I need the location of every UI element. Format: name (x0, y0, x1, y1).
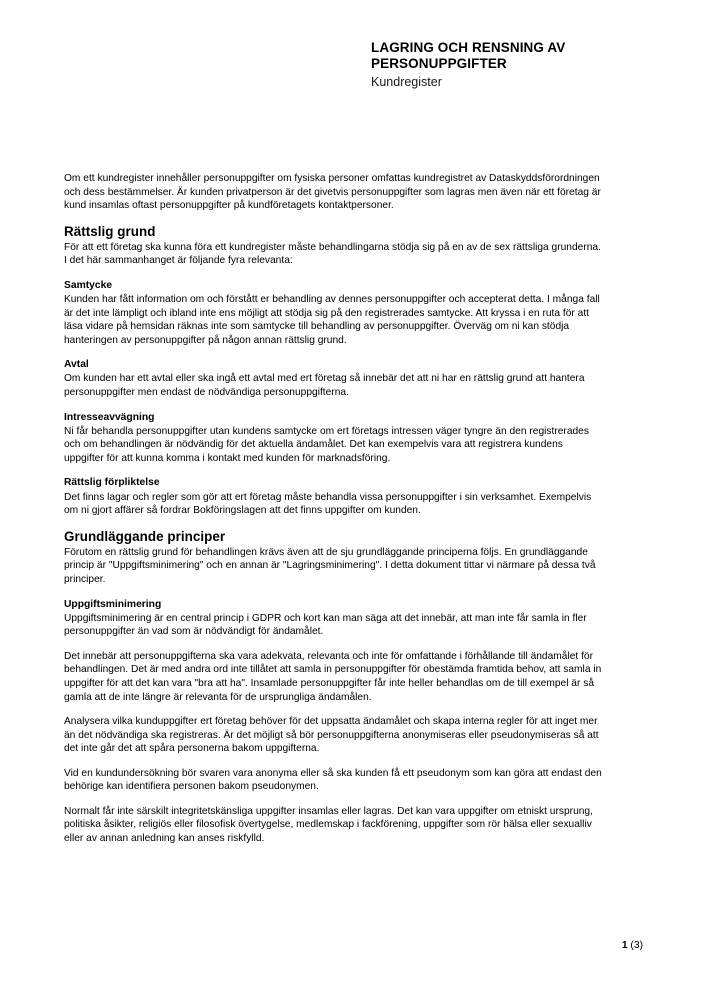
subsection-body-avtal: Om kunden har ett avtal eller ska ingå ett avtal med ert företag så innebär det att ni har en rättslig grund att hantera personuppgifter men endast de nödvändiga personuppgifterna. (64, 373, 585, 399)
subsection-body-uppgiftsminimering-2: Det innebär att personuppgifterna ska vara adekvata, relevanta och inte för omfattande i förhållande till ändamålet för behandlingen. Det är med andra ord inte tillåtet att samla in personuppgifter för obestämda framtida behov, att samla in uppgifter för att det kan vara "bra att ha". Insamlade personuppgifter får inte heller behandlas om de till exempel är så gamla att de inte längre är relevanta för de ursprungliga ändamålen. (64, 650, 602, 703)
section-heading-rattslig-grund: Rättslig grund (64, 223, 156, 239)
page-number-current: 1 (621, 940, 628, 951)
subsection-body-uppgiftsminimering-5: Normalt får inte särskilt integritetskänsliga uppgifter insamlas eller lagras. Det kan vara uppgifter om etniskt ursprung, politiska åsikter, religiös eller filosofisk övertygelse, medlemskap i fackförening, uppgifter som rör hälsa eller sexualliv eller av annan anledning kan anses riskfylld. (64, 805, 593, 845)
subsection-body-rattslig-forpliktelse: Det finns lagar och regler som gör att ert företag måste behandla vissa personuppgifter i sin verksamhet. Exempelvis om ni gjort affärer så fordrar Bokföringslagen att det finns uppgifter om kunden. (64, 491, 592, 517)
subsection-heading-samtycke: Samtycke (64, 279, 113, 291)
document-subtitle: Kundregister (371, 74, 442, 89)
subsection-body-uppgiftsminimering-1: Uppgiftsminimering är en central princip i GDPR och kort kan man säga att det innebär, att man inte får samla in fler personuppgifter än vad som är nödvändigt för ändamålet. (64, 612, 587, 638)
subsection-heading-avtal: Avtal (64, 359, 89, 371)
section-intro-rattslig-grund: För att ett företag ska kunna föra ett kundregister måste behandlingarna stödja sig på en av de sex rättsliga grunderna. I det här sammanhanget är följande fyra relevanta: (64, 241, 601, 267)
subsection-body-intresseavvagning: Ni får behandla personuppgifter utan kundens samtycke om ert företags intressen väger tyngre än den registrerades och om behandlingen är nödvändig för det aktuella ändamålet. Det kan exempelvis vara att registrera kundens uppgifter för att kunna komma i kontakt med kunden för marknadsföring. (64, 425, 589, 464)
section-heading-grundlaggande-principer: Grundläggande principer (64, 528, 226, 544)
document-title-line-1: LAGRING OCH RENSNING AV (371, 40, 566, 55)
subsection-body-uppgiftsminimering-4: Vid en kundundersökning bör svaren vara anonyma eller så ska kunden få ett pseudonym som kan göra att endast den behörige kan identifiera personen bakom pseudonymen. (64, 767, 602, 793)
document-header (371, 40, 671, 91)
subsection-heading-rattslig-forpliktelse: Rättslig förpliktelse (64, 477, 160, 489)
document-body (64, 172, 602, 857)
section-intro-grundlaggande-principer: Förutom en rättslig grund för behandlingen krävs även att de sju grundläggande principerna följs. En grundläggande princip är "Uppgiftsminimering" och en annan är "Lagringsminimering". I detta dokument tittar vi närmare på dessa två principer. (64, 546, 596, 585)
document-title (371, 40, 671, 73)
subsection-body-samtycke: Kunden har fått information om och förstått er behandling av dennes personuppgifter och accepterat detta. I många fall är det inte lämpligt och ibland inte ens möjligt att stödja sig på den registrerades samtycke. Att kryssa i en ruta för att läsa vidare på hemsidan räknas inte som samtycke till behandling av personuppgifter. Överväg om ni kan stödja hanteringen av personuppgifter på någon annan rättslig grund. (64, 294, 600, 346)
subsection-body-uppgiftsminimering-3: Analysera vilka kunduppgifter ert företag behöver för det uppsatta ändamålet och skapa interna regler för att inget mer än det nödvändiga ska registreras. Är det möjligt så bör personuppgifterna anonymiseras eller pseudonymiseras så att det inte går det att spåra personerna bakom uppgifterna. (64, 716, 599, 755)
subsection-heading-uppgiftsminimering: Uppgiftsminimering (64, 598, 162, 610)
page-number-total: (3) (627, 940, 643, 951)
subsection-heading-intresseavvagning: Intresseavvägning (64, 411, 155, 423)
page-number (622, 940, 643, 952)
intro-paragraph: Om ett kundregister innehåller personuppgifter om fysiska personer omfattas kundregistret av Dataskyddsförordningen och dess bestämmelser. Är kunden privatperson är det givetvis personuppgifter som lagras men även när ett företag är kund insamlas oftast personuppgifter på kundföretagets kontaktpersoner. (64, 173, 601, 212)
document-title-line-2: PERSONUPPGIFTER (371, 56, 507, 72)
